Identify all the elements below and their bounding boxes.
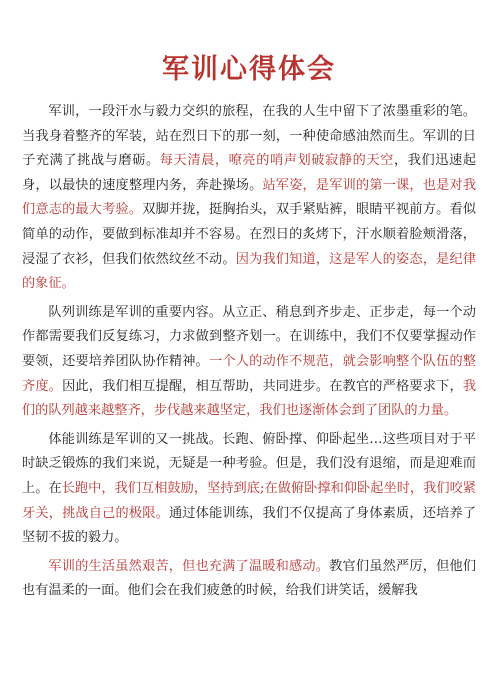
body-text: 教官们虽然严厉，但他们也有温柔的一面。他们会在我们疲惫的时候，给我们讲笑话，缓解我 [22,558,477,599]
highlighted-text: 一个人的动作不规范，就会影响整个队伍的整齐度。 [22,353,477,394]
body-text: 通过体能训练，我们不仅提高了身体素质，还培养了坚韧不拔的毅力。 [22,505,476,546]
highlighted-text: 长跑中，我们互相鼓励，坚持到底;在做俯卧撑和仰卧起坐时，我们咬紧牙关，挑战自己的极限。 [22,480,476,521]
body-text: 队列训练是军训的重要内容。从立正、稍息到齐步走、正步走，每一个动作都需要我们反复练习，力求做到整齐划一。在训练中，我们不仅要掌握动作要领，还要培养团队协作精神。 [22,304,476,369]
body-text: ，我们迅速起身，以最快的速度整理内务，奔赴操场。 [22,153,477,193]
body-text: 因此，我们相互提醒，相互帮助，共同进步。在教官的严格要求下， [62,378,463,394]
highlighted-text: 军训的生活虽然艰苦，但也充满了温暖和感动。 [48,558,330,574]
highlighted-text: 每天清晨，嘹亮的哨声划破寂静的天空 [159,153,394,169]
body-text: 体能训练是军训的又一挑战。长跑、俯卧撑、仰卧起坐…这些项目对于平时缺乏锻炼的我们来说，无疑是一种考验。但是，我们没有退缩，而是迎难而上。在 [22,431,476,496]
paragraph [22,100,476,297]
body-text: 军训，一段汗水与毅力交织的旅程，在我的人生中留下了浓墨重彩的笔。当我身着整齐的军装，站在烈日下的那一刻，一种使命感油然而生。军训的日子充满了挑战与磨砺。 [22,104,476,169]
paragraph [22,301,476,424]
highlighted-text: 因为我们知道，这是军人的姿态，是纪律的象征。 [22,251,477,292]
highlighted-text: 我们的队列越来越整齐，步伐越来越坚定，我们也逐渐体会到了团队的力量。 [22,378,477,419]
document-body [22,100,476,604]
body-text: 双脚并拢，挺胸抬头，双手紧贴裤，眼睛平视前方。看似简单的动作，要做到标准却并不容易。在烈日的炙烤下，汗水顺着脸颊滑落，浸湿了衣衫，但我们依然纹丝不动。 [22,202,477,267]
paragraph [22,555,476,604]
highlighted-text: 站军姿，是军训的第一课，也是对我们意志的最大考验。 [22,177,477,218]
page-title: 军训心得体会 [162,54,336,85]
paragraph [22,428,476,551]
